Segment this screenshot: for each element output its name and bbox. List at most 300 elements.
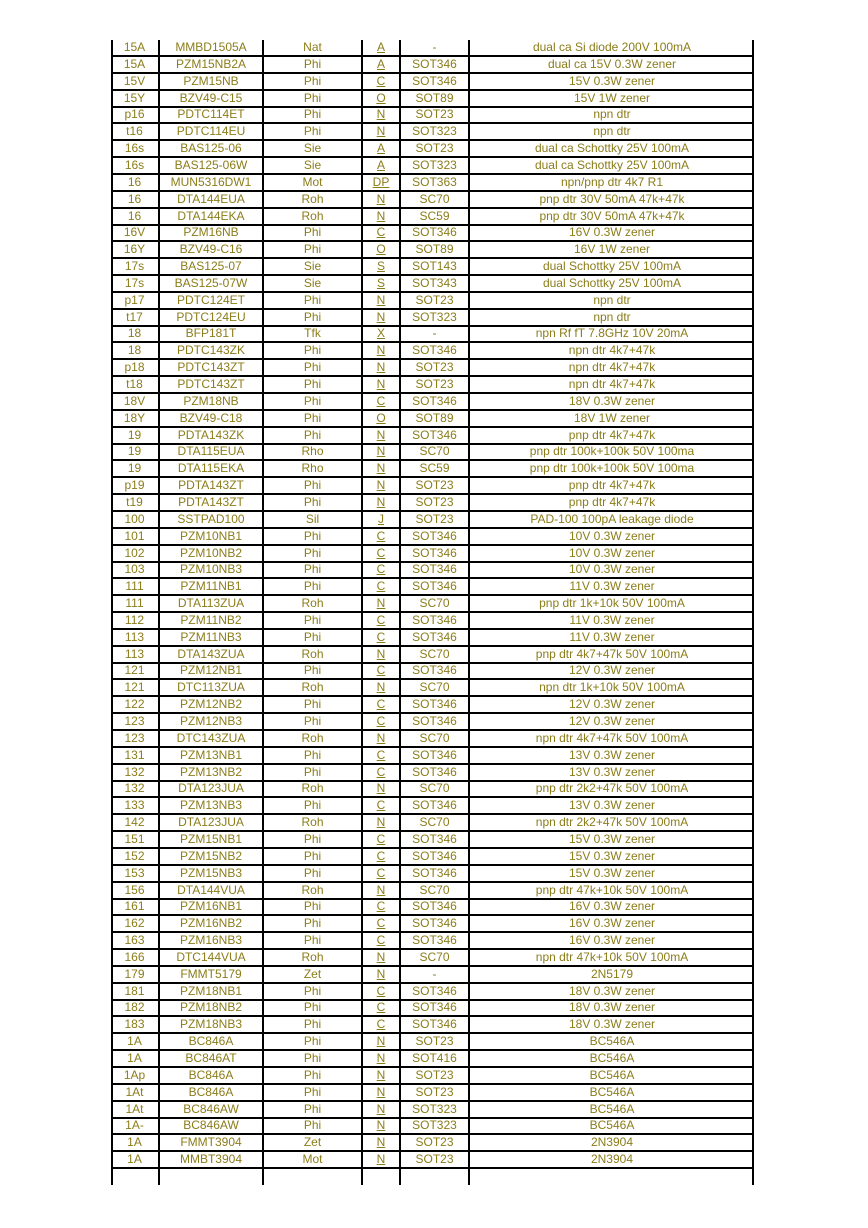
part-number-cell: DTA144EKA — [177, 208, 245, 223]
code-cell: 111 — [125, 596, 144, 611]
description-cell: pnp dtr 2k2+47k 50V 100mA — [535, 781, 689, 796]
table-row — [111, 40, 754, 57]
table-row — [111, 310, 754, 327]
table-row — [111, 91, 754, 108]
description-cell: pnp dtr 1k+10k 50V 100mA — [539, 596, 685, 611]
package-cell: SOT416 — [412, 1051, 457, 1065]
code-cell: 17s — [124, 259, 145, 274]
description-cell: 10V 0.3W zener — [568, 528, 656, 543]
package-cell: SOT23 — [415, 494, 454, 509]
code-cell: 15A — [123, 40, 146, 54]
table-row — [111, 1068, 754, 1085]
part-number-cell: MMBD1505A — [175, 40, 247, 54]
description-cell: 2N3904 — [590, 1152, 634, 1167]
part-number-cell: PZM15NB3 — [179, 865, 243, 880]
code-cell: 113 — [124, 629, 145, 644]
package-code-cell: N — [376, 646, 386, 661]
table-row — [111, 916, 754, 933]
manufacturer-cell: Zet — [303, 1135, 322, 1150]
code-cell: 15V — [123, 73, 146, 88]
part-number-cell: PZM16NB1 — [179, 899, 243, 914]
description-cell: 16V 0.3W zener — [568, 225, 656, 240]
code-cell: 15A — [123, 56, 146, 71]
manufacturer-cell: Phi — [303, 697, 322, 712]
package-code-cell: N — [376, 1152, 386, 1167]
package-cell: SOT346 — [412, 916, 457, 931]
package-cell: SOT23 — [415, 1034, 454, 1049]
package-code-cell: DP — [372, 174, 390, 189]
package-code-cell: C — [376, 798, 386, 813]
package-cell: SOT346 — [412, 983, 457, 998]
package-code-cell: N — [376, 444, 386, 459]
manufacturer-cell: Phi — [303, 933, 322, 948]
manufacturer-cell: Phi — [303, 107, 322, 122]
manufacturer-cell: Phi — [303, 798, 322, 813]
part-number-cell: PDTA143ZK — [177, 427, 245, 442]
code-cell: 18Y — [123, 410, 146, 425]
manufacturer-cell: Mot — [302, 1152, 323, 1167]
part-number-cell: BZV49-C16 — [179, 242, 243, 257]
manufacturer-cell: Sie — [303, 259, 322, 274]
code-cell: 183 — [124, 1017, 145, 1032]
table-row — [111, 529, 754, 546]
package-cell: SOT346 — [412, 562, 457, 577]
table-row — [111, 748, 754, 765]
table-row — [111, 377, 754, 394]
part-number-cell: PDTC124ET — [176, 292, 246, 307]
table-row — [111, 57, 754, 74]
package-cell: SOT23 — [415, 360, 454, 375]
description-cell: 11V 0.3W zener — [569, 612, 655, 627]
description-cell: 10V 0.3W zener — [568, 562, 656, 577]
code-cell: p17 — [124, 292, 145, 307]
code-cell: 121 — [124, 680, 145, 695]
package-code-cell: N — [376, 461, 386, 476]
part-number-cell: BC846A — [188, 1084, 234, 1099]
table-row — [111, 428, 754, 445]
description-cell: 16V 0.3W zener — [568, 899, 656, 914]
part-number-cell: PDTC124EU — [176, 309, 246, 324]
package-code-cell: X — [376, 326, 385, 341]
code-cell: 151 — [124, 831, 145, 846]
table-row — [111, 798, 754, 815]
description-cell: pnp dtr 4k7+47k — [568, 494, 656, 509]
part-number-cell: PDTC114ET — [177, 107, 245, 122]
description-cell: pnp dtr 47k+10k 50V 100mA — [535, 882, 689, 897]
code-cell: 163 — [124, 933, 145, 948]
part-number-cell: PDTC143ZT — [177, 377, 245, 391]
manufacturer-cell: Phi — [303, 579, 322, 594]
package-code-cell: N — [376, 1084, 386, 1099]
code-cell: 153 — [124, 865, 145, 880]
manufacturer-cell: Zet — [303, 966, 322, 981]
package-code-cell: N — [376, 680, 386, 695]
manufacturer-cell: Phi — [303, 865, 322, 880]
package-code-cell: A — [376, 141, 385, 156]
part-number-cell: DTC144VUA — [176, 949, 246, 964]
table-row — [111, 815, 754, 832]
package-cell: SOT346 — [412, 1017, 457, 1032]
package-cell: SOT23 — [415, 377, 454, 391]
description-cell: BC546A — [589, 1118, 635, 1133]
manufacturer-cell: Phi — [303, 1051, 322, 1065]
manufacturer-cell: Phi — [303, 1000, 322, 1015]
manufacturer-cell: Roh — [301, 815, 324, 830]
description-cell: 15V 0.3W zener — [568, 831, 656, 846]
code-cell: 1At — [125, 1084, 144, 1099]
part-number-cell: BC846A — [188, 1034, 234, 1049]
code-cell: 16 — [127, 191, 142, 206]
package-cell: SOT346 — [412, 427, 457, 442]
package-cell: SOT346 — [412, 764, 457, 779]
package-code-cell: N — [376, 343, 386, 358]
manufacturer-cell: Phi — [303, 663, 322, 678]
package-code-cell: N — [376, 1067, 386, 1082]
description-cell: 16V 1W zener — [573, 242, 651, 257]
part-number-cell: PZM10NB1 — [179, 528, 243, 543]
package-cell: SC70 — [419, 680, 450, 695]
manufacturer-cell: Sie — [303, 275, 322, 290]
part-number-cell: PZM10NB2 — [179, 545, 243, 560]
code-cell: 1A — [127, 1135, 142, 1150]
part-number-cell: BAS125-07W — [174, 275, 248, 290]
table-row — [111, 225, 754, 242]
table-row — [111, 1034, 754, 1051]
package-code-cell: A — [376, 157, 385, 172]
part-number-cell: PDTA143ZT — [178, 478, 244, 493]
package-cell: SC70 — [419, 596, 450, 611]
package-cell: SOT323 — [412, 1101, 457, 1116]
table-row — [111, 107, 754, 124]
manufacturer-cell: Phi — [303, 528, 322, 543]
part-number-cell: DTA123JUA — [178, 781, 244, 796]
package-cell: SC70 — [419, 444, 450, 459]
package-cell: - — [432, 326, 437, 341]
package-code-cell: N — [376, 730, 386, 745]
description-cell: npn dtr 47k+10k 50V 100mA — [535, 949, 689, 964]
package-code-cell: A — [376, 56, 385, 71]
package-cell: SOT346 — [412, 865, 457, 880]
description-cell: 11V 0.3W zener — [569, 579, 655, 594]
package-code-cell: C — [376, 73, 386, 88]
manufacturer-cell: Roh — [301, 208, 324, 223]
package-cell: SOT23 — [415, 478, 454, 493]
description-cell: 18V 0.3W zener — [568, 393, 656, 408]
package-cell: SOT363 — [412, 174, 457, 189]
description-cell: 11V 0.3W zener — [569, 629, 655, 644]
part-number-cell: FMMT5179 — [180, 966, 242, 981]
package-cell: SOT343 — [412, 275, 457, 290]
package-cell: SOT89 — [415, 410, 454, 425]
package-code-cell: C — [376, 764, 386, 779]
code-cell: 182 — [124, 1000, 145, 1015]
package-code-cell: C — [376, 528, 386, 543]
package-code-cell: N — [376, 1034, 386, 1049]
manufacturer-cell: Roh — [301, 191, 324, 206]
table-row — [111, 478, 754, 495]
code-cell: 161 — [124, 899, 145, 914]
package-cell: SOT143 — [412, 259, 457, 274]
description-cell: 12V 0.3W zener — [568, 697, 656, 712]
package-code-cell: C — [376, 983, 386, 998]
table-row — [111, 950, 754, 967]
manufacturer-cell: Phi — [303, 292, 322, 307]
table-row — [111, 1152, 754, 1169]
manufacturer-cell: Phi — [303, 1118, 322, 1133]
code-cell: 1A — [127, 1051, 142, 1065]
manufacturer-cell: Roh — [301, 949, 324, 964]
description-cell: 13V 0.3W zener — [568, 764, 656, 779]
part-number-cell: PZM12NB2 — [179, 697, 243, 712]
code-cell: 142 — [124, 815, 145, 830]
package-code-cell: O — [376, 242, 386, 257]
description-cell: PAD-100 100pA leakage diode — [530, 511, 694, 526]
package-code-cell: N — [376, 208, 386, 223]
part-number-cell: PZM15NB2A — [175, 56, 247, 71]
part-number-cell: BAS125-07 — [180, 259, 242, 274]
part-number-cell: PDTC143ZK — [176, 343, 246, 358]
manufacturer-cell: Phi — [303, 629, 322, 644]
code-cell: 16 — [127, 174, 142, 189]
code-cell: 111 — [125, 579, 144, 594]
code-cell: 19 — [127, 427, 142, 442]
manufacturer-cell: Phi — [303, 764, 322, 779]
package-cell: SC70 — [419, 646, 450, 661]
package-code-cell: C — [376, 579, 386, 594]
manufacturer-cell: Roh — [301, 596, 324, 611]
table-row — [111, 209, 754, 226]
table-row — [111, 883, 754, 900]
code-cell: 16 — [127, 208, 142, 223]
package-cell: SOT346 — [412, 798, 457, 813]
table-row — [111, 680, 754, 697]
part-number-cell: PZM12NB1 — [179, 663, 243, 678]
package-code-cell: C — [376, 1000, 386, 1015]
package-cell: SOT346 — [412, 747, 457, 762]
code-cell: 179 — [124, 966, 145, 981]
description-cell: 15V 1W zener — [573, 90, 651, 105]
package-code-cell: N — [376, 360, 386, 375]
manufacturer-cell: Rho — [301, 444, 324, 459]
code-cell: 18 — [127, 343, 142, 358]
part-number-cell: BC846AT — [185, 1051, 237, 1065]
package-code-cell: N — [376, 309, 386, 324]
package-code-cell: O — [376, 90, 386, 105]
package-code-cell: N — [376, 781, 386, 796]
table-row — [111, 714, 754, 731]
manufacturer-cell: Phi — [303, 494, 322, 509]
description-cell: 15V 0.3W zener — [568, 73, 656, 88]
package-code-cell: N — [376, 1135, 386, 1150]
description-cell: npn dtr — [593, 309, 631, 324]
part-number-cell: FMMT3904 — [180, 1135, 242, 1150]
code-cell: 103 — [124, 562, 145, 577]
package-cell: SC70 — [419, 730, 450, 745]
package-code-cell: N — [376, 1101, 386, 1116]
manufacturer-cell: Phi — [303, 309, 322, 324]
table-row — [111, 192, 754, 209]
table-row — [111, 293, 754, 310]
part-number-cell: PZM13NB1 — [179, 747, 243, 762]
package-code-cell: J — [378, 511, 384, 526]
part-number-cell: PZM15NB — [183, 73, 239, 88]
table-row — [111, 495, 754, 512]
table-row — [111, 579, 754, 596]
manufacturer-cell: Phi — [303, 1034, 322, 1049]
package-cell: SOT346 — [412, 663, 457, 678]
package-cell: SOT346 — [412, 629, 457, 644]
code-cell: t19 — [126, 494, 143, 509]
code-cell: 16s — [124, 141, 145, 156]
code-cell: 17s — [124, 275, 145, 290]
code-cell: 102 — [124, 545, 145, 560]
table-row — [111, 562, 754, 579]
code-cell: 162 — [124, 916, 145, 931]
description-cell: npn dtr 4k7+47k 50V 100mA — [535, 730, 689, 745]
description-cell: 18V 0.3W zener — [568, 983, 656, 998]
part-number-cell: BC846AW — [183, 1118, 239, 1133]
package-code-cell: C — [376, 899, 386, 914]
package-cell: SOT346 — [412, 579, 457, 594]
description-cell: 10V 0.3W zener — [568, 545, 656, 560]
package-code-cell: N — [376, 124, 386, 139]
code-cell: t17 — [126, 309, 143, 324]
part-number-cell: DTA113ZUA — [177, 596, 245, 611]
table-row — [111, 866, 754, 883]
package-cell: SOT346 — [412, 831, 457, 846]
part-number-cell: PZM13NB3 — [179, 798, 243, 813]
package-cell: SOT346 — [412, 899, 457, 914]
table-row — [111, 124, 754, 141]
part-number-cell: PZM11NB3 — [180, 629, 242, 644]
code-cell: 101 — [124, 528, 145, 543]
description-cell: npn Rf fT 7.8GHz 10V 20mA — [535, 326, 689, 341]
code-cell: 1A- — [125, 1118, 144, 1133]
package-code-cell: S — [376, 259, 385, 274]
manufacturer-cell: Sie — [303, 157, 322, 172]
package-code-cell: N — [376, 882, 386, 897]
package-cell: SOT346 — [412, 528, 457, 543]
table-row — [111, 984, 754, 1001]
package-cell: SOT23 — [415, 1152, 454, 1167]
description-cell: dual ca 15V 0.3W zener — [547, 56, 677, 71]
part-number-cell: BC846A — [188, 1067, 234, 1082]
manufacturer-cell: Phi — [303, 73, 322, 88]
package-code-cell: N — [376, 949, 386, 964]
part-number-cell: PZM18NB2 — [179, 1000, 243, 1015]
package-cell: SOT23 — [415, 1084, 454, 1099]
manufacturer-cell: Phi — [303, 1067, 322, 1082]
table-row — [111, 899, 754, 916]
description-cell: npn dtr — [593, 107, 631, 122]
package-code-cell: N — [376, 596, 386, 611]
code-cell: 16s — [124, 157, 145, 172]
part-number-cell: PZM16NB2 — [179, 916, 243, 931]
package-code-cell: C — [376, 545, 386, 560]
description-cell: npn dtr — [593, 292, 631, 307]
table-row — [111, 613, 754, 630]
part-number-cell: DTA123JUA — [178, 815, 244, 830]
manufacturer-cell: Mot — [302, 174, 323, 189]
description-cell: pnp dtr 4k7+47k 50V 100mA — [535, 646, 689, 661]
description-cell: pnp dtr 4k7+47k — [568, 427, 656, 442]
table-row — [111, 832, 754, 849]
table-row — [111, 512, 754, 529]
component-table — [111, 40, 754, 1185]
description-cell: 16V 0.3W zener — [568, 916, 656, 931]
code-cell: 1At — [125, 1101, 144, 1116]
code-cell: 1Ap — [123, 1067, 146, 1082]
description-cell: pnp dtr 100k+100k 50V 100ma — [529, 461, 695, 476]
package-code-cell: S — [376, 275, 385, 290]
table-row — [111, 663, 754, 680]
manufacturer-cell: Phi — [303, 427, 322, 442]
code-cell: 156 — [124, 882, 145, 897]
manufacturer-cell: Phi — [303, 124, 322, 139]
description-cell: 18V 0.3W zener — [568, 1017, 656, 1032]
manufacturer-cell: Phi — [303, 225, 322, 240]
code-cell: 1A — [127, 1034, 142, 1049]
package-cell: SOT23 — [415, 1067, 454, 1082]
package-code-cell: N — [376, 478, 386, 493]
manufacturer-cell: Phi — [303, 410, 322, 425]
code-cell: 19 — [127, 461, 142, 476]
code-cell: t18 — [126, 377, 143, 391]
manufacturer-cell: Roh — [301, 646, 324, 661]
code-cell: 181 — [124, 983, 145, 998]
package-code-cell: N — [376, 292, 386, 307]
manufacturer-cell: Phi — [303, 1017, 322, 1032]
package-code-cell: A — [376, 40, 385, 54]
code-cell: 113 — [124, 646, 145, 661]
description-cell: dual ca Schottky 25V 100mA — [534, 141, 690, 156]
description-cell: npn dtr — [593, 124, 631, 139]
table-row — [111, 326, 754, 343]
table-row — [111, 276, 754, 293]
part-number-cell: PZM15NB1 — [179, 831, 243, 846]
package-code-cell: C — [376, 663, 386, 678]
description-cell: npn dtr 2k2+47k 50V 100mA — [535, 815, 689, 830]
package-code-cell: C — [376, 629, 386, 644]
table-row — [111, 259, 754, 276]
code-cell: t16 — [126, 124, 143, 139]
description-cell: BC546A — [589, 1034, 635, 1049]
table-row — [111, 731, 754, 748]
package-code-cell: C — [376, 1017, 386, 1032]
package-cell: SOT346 — [412, 73, 457, 88]
table-row — [111, 411, 754, 428]
package-cell: SC70 — [419, 191, 450, 206]
table-row — [111, 74, 754, 91]
package-code-cell: N — [376, 107, 386, 122]
package-cell: SOT346 — [412, 612, 457, 627]
package-cell: SOT323 — [412, 124, 457, 139]
package-cell: SOT323 — [412, 1118, 457, 1133]
part-number-cell: DTC143ZUA — [176, 730, 246, 745]
code-cell: 15Y — [123, 90, 146, 105]
manufacturer-cell: Roh — [301, 882, 324, 897]
package-code-cell: N — [376, 191, 386, 206]
package-cell: SOT323 — [412, 157, 457, 172]
part-number-cell: DTC113ZUA — [177, 680, 245, 695]
description-cell: dual ca Schottky 25V 100mA — [534, 157, 690, 172]
package-cell: SC70 — [419, 882, 450, 897]
table-row — [111, 630, 754, 647]
package-cell: SOT23 — [415, 141, 454, 156]
description-cell: 16V 0.3W zener — [568, 933, 656, 948]
manufacturer-cell: Phi — [303, 343, 322, 358]
manufacturer-cell: Roh — [301, 680, 324, 695]
